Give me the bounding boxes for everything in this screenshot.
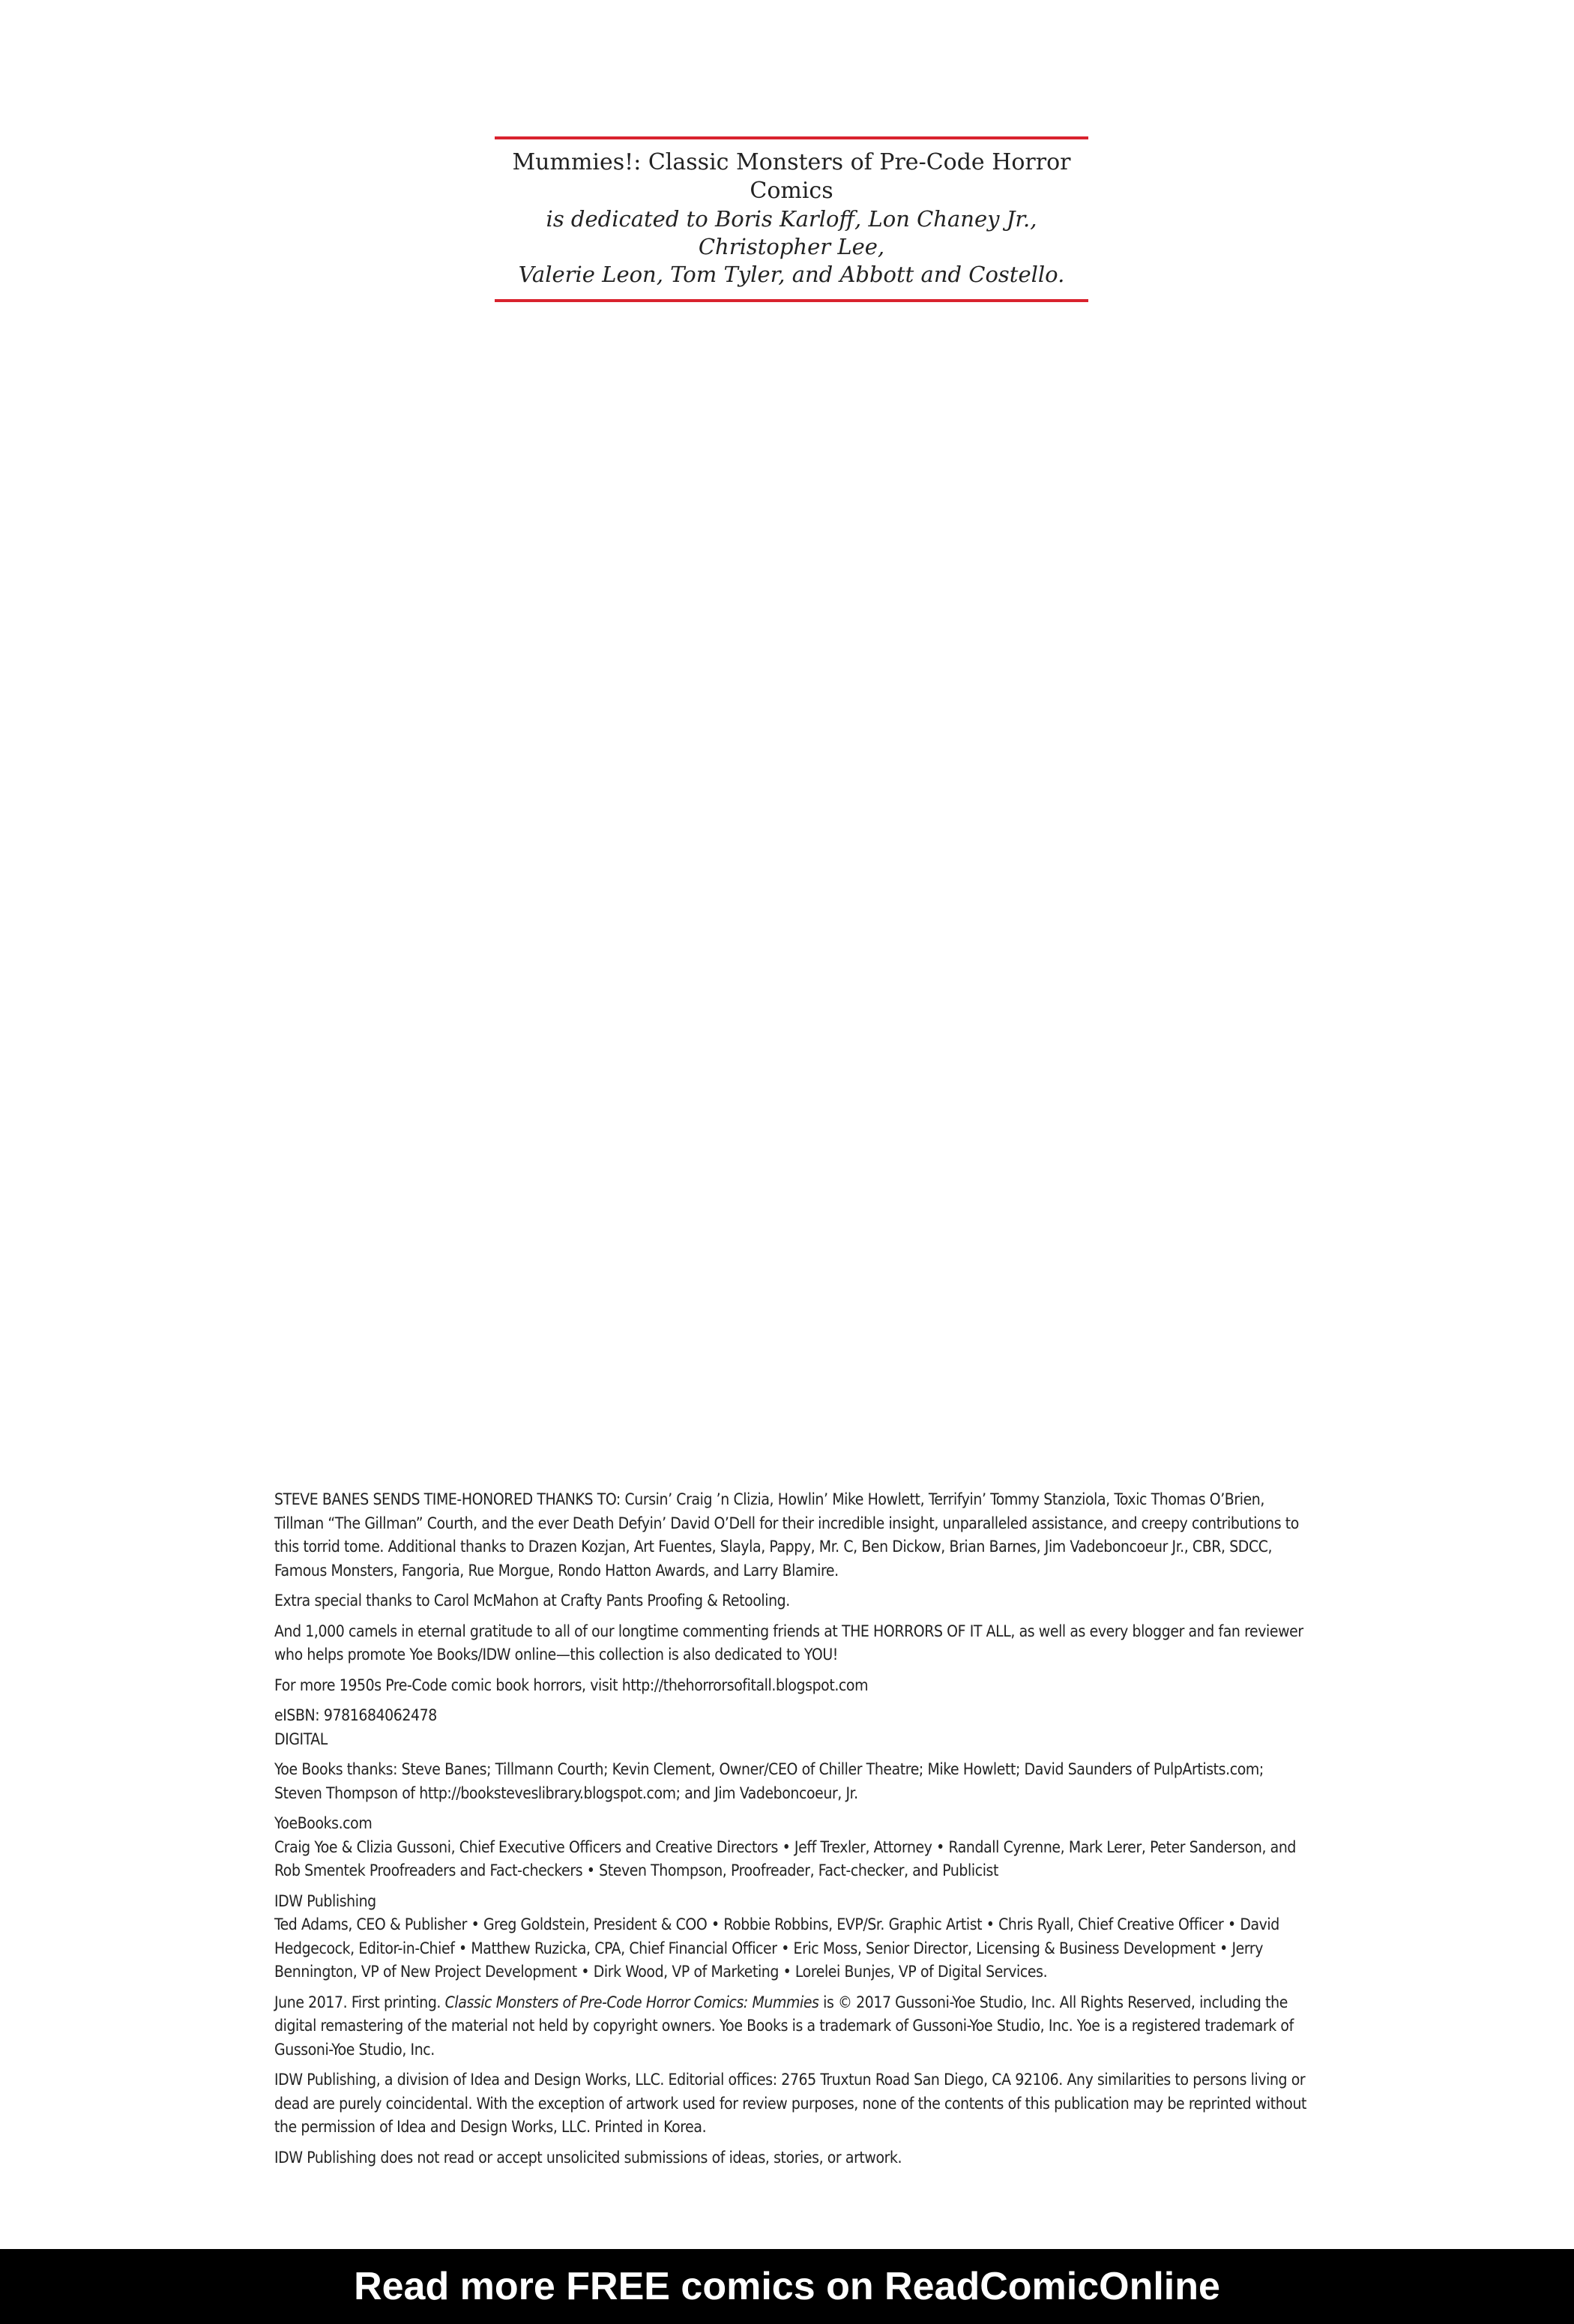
steve-banes-thanks: STEVE BANES SENDS TIME-HONORED THANKS TO: Cursin’ Craig ’n Clizia, Howlin’ Mike Howlett, Terrifyin’ Tommy Stanziola, Toxic Thomas O’Brien, Tillman “The Gillman” Courth, and the ever Death Defyin’ David O’Dell for their incredible insight, unparalleled assistance, and creepy contributions to this torrid tome. Additional thanks to Drazen Kozjan, Art Fuentes, Slayla, Pappy, Mr. C, Ben Dickow, Brian Barnes, Jim Vadeboncoeur Jr., CBR, SDCC, Famous Monsters, Fangoria, Rue Morgue, Rondo Hatton Awards, and Larry Blamire. [274, 1490, 1299, 1580]
bottom-red-rule [495, 299, 1088, 302]
dedication-line-1: is dedicated to Boris Karloff, Lon Chaney Jr., Christopher Lee, [546, 206, 1037, 259]
printing-prefix: June 2017. First printing. [274, 1993, 445, 2011]
yoe-books-thanks: Yoe Books thanks: Steve Banes; Tillmann Courth; Kevin Clement, Owner/CEO of Chiller Theatre; Mike Howlett; David Saunders of PulpArtists.com; Steven Thompson of http://booksteveslibrary.blogspot.com; and Jim Vadeboncoeur, Jr. [274, 1760, 1264, 1802]
digital-label: DIGITAL [274, 1730, 328, 1748]
credits-block [274, 1488, 1309, 2176]
idw-staff: Ted Adams, CEO & Publisher • Greg Goldstein, President & COO • Robbie Robbins, EVP/Sr. Graphic Artist • Chris Ryall, Chief Creative Officer • David Hedgecock, Editor-in-Chief • Matthew Ruzicka, CPA, Chief Financial Officer • Eric Moss, Senior Director, Licensing & Business Development • Jerry Bennington, VP of New Project Development • Dirk Wood, VP of Marketing • Lorelei Bunjes, VP of Digital Services. [274, 1915, 1279, 1981]
isbn-block [274, 1704, 1309, 1751]
dedication-block [495, 136, 1088, 302]
yoebooks-heading: YoeBooks.com [274, 1814, 373, 1832]
yoebooks-staff: Craig Yoe & Clizia Gussoni, Chief Executive Officers and Creative Directors • Jeff Trexler, Attorney • Randall Cyrenne, Mark Lerer, Peter Sanderson, and Rob Smentek Proofreaders and Fact-checkers • Steven Thompson, Proofreader, Fact-checker, and Publicist [274, 1837, 1297, 1879]
eisbn: eISBN: 9781684062478 [274, 1706, 437, 1724]
extra-thanks: Extra special thanks to Carol McMahon at Crafty Pants Proofing & Retooling. [274, 1592, 790, 1610]
yoebooks-credits [274, 1812, 1309, 1883]
printing-suffix: is © 2017 Gussoni-Yoe Studio, Inc. All Rights Reserved, including the digital remastering of the material not held by copyright owners. Yoe Books is a trademark of Gussoni-Yoe Studio, Inc. Yoe is a registered trademark of Gussoni-Yoe Studio, Inc. [274, 1993, 1294, 2059]
more-horrors-link: For more 1950s Pre-Code comic book horrors, visit http://thehorrorsofitall.blogspot.com [274, 1676, 869, 1694]
printing-notice [274, 1991, 1309, 2062]
dedication-title: Mummies!: Classic Monsters of Pre-Code Horror Comics [512, 149, 1071, 204]
camels-gratitude: And 1,000 camels in eternal gratitude to all of our longtime commenting friends at THE HORRORS OF IT ALL, as well as every blogger and fan reviewer who helps promote Yoe Books/IDW online—this collection is also dedicated to YOU! [274, 1622, 1303, 1664]
idw-heading: IDW Publishing [274, 1891, 376, 1910]
idw-credits [274, 1890, 1309, 1984]
submissions-notice: IDW Publishing does not read or accept unsolicited submissions of ideas, stories, or artwork. [274, 2148, 902, 2167]
idw-legal: IDW Publishing, a division of Idea and Design Works, LLC. Editorial offices: 2765 Truxtun Road San Diego, CA 92106. Any similarities to persons living or dead are purely coincidental. With the exception of artwork used for review purposes, none of the contents of this publication may be reprinted without the permission of Idea and Design Works, LLC. Printed in Korea. [274, 2071, 1307, 2136]
dedication-text [495, 139, 1088, 299]
printing-title: Classic Monsters of Pre-Code Horror Comics: Mummies [444, 1993, 819, 2011]
promo-banner[interactable]: Read more FREE comics on ReadComicOnline [0, 2249, 1574, 2324]
dedication-line-2: Valerie Leon, Tom Tyler, and Abbott and Costello. [518, 262, 1065, 287]
